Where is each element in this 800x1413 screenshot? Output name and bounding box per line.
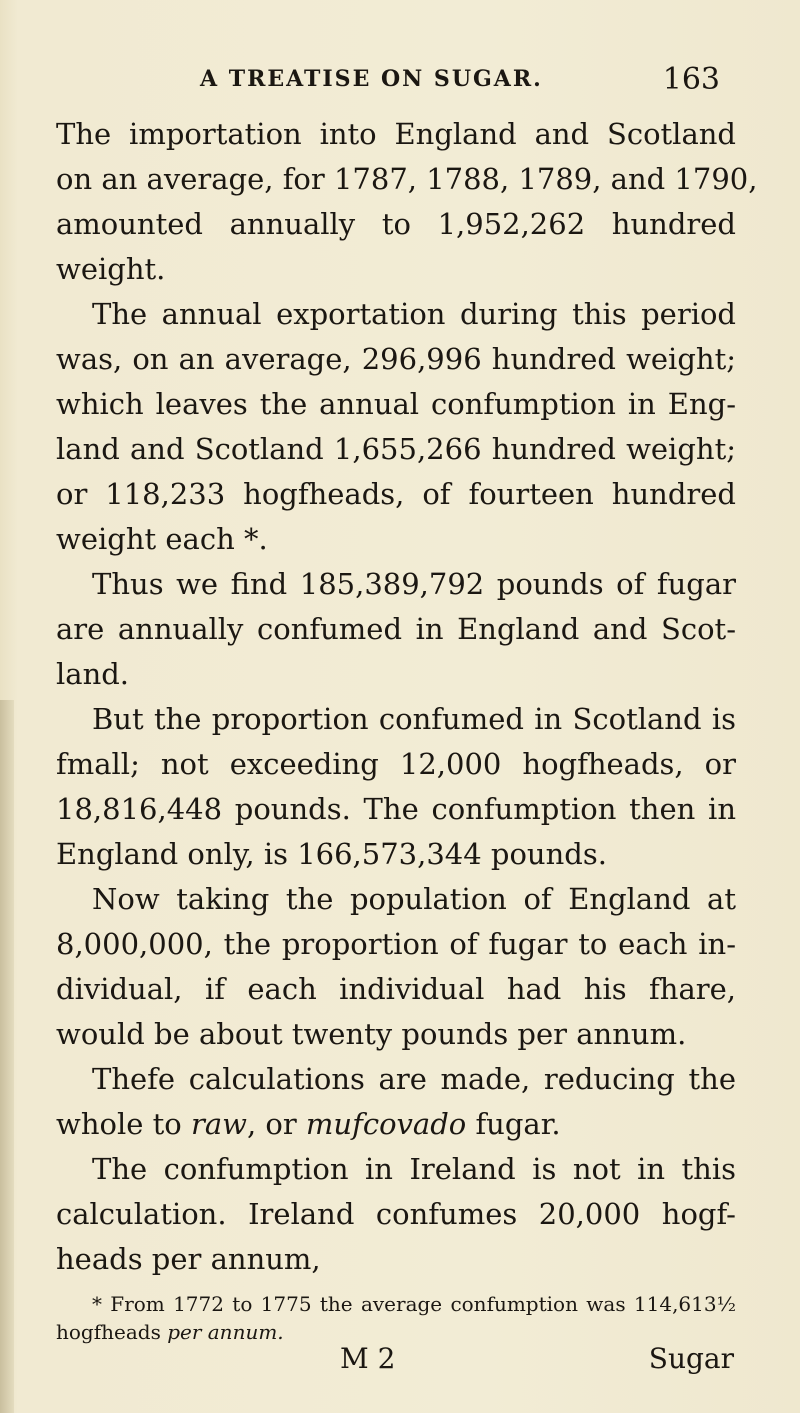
text-line: which leaves the annual confumption in Eng- [56, 387, 736, 421]
text-line: England only, is 166,573,344 pounds. [56, 837, 607, 871]
italic-term-raw: raw [190, 1107, 247, 1141]
page-header [200, 62, 720, 102]
text-line: are annually confumed in England and Scot- [56, 612, 736, 646]
text-line: calculation. Ireland confumes 20,000 hogf- [56, 1197, 736, 1231]
footnote-line: * From 1772 to 1775 the average confumption was 114,613½ [92, 1292, 736, 1316]
text-line: Now taking the population of England at [92, 882, 736, 916]
footnote-line [56, 1318, 736, 1346]
text-line: 18,816,448 pounds. The confumption then in [56, 792, 736, 826]
text-line: 8,000,000, the proportion of fugar to each in- [56, 927, 736, 961]
text-line: land. [56, 657, 130, 691]
text-line: The importation into England and Scotland [56, 117, 736, 151]
text-line: dividual, if each individual had his fhare, [56, 972, 736, 1006]
binding-gutter [0, 700, 14, 1413]
text-line: land and Scotland 1,655,266 hundred weight; [56, 432, 736, 466]
body-text [56, 112, 758, 1282]
footnote [56, 1290, 736, 1346]
running-title: A TREATISE ON SUGAR. [200, 66, 543, 92]
italic-term-muscovado: mufcovado [305, 1107, 467, 1141]
text-line: The annual exportation during this period [92, 297, 736, 331]
text-line: Thus we find 185,389,792 pounds of fugar [92, 567, 736, 601]
text-line [56, 1102, 736, 1147]
text-line: heads per annum, [56, 1242, 321, 1276]
text-line: on an average, for 1787, 1788, 1789, and 1790, [56, 162, 758, 196]
text-line: weight each *. [56, 522, 268, 556]
italic-term-per-annum: per annum. [167, 1320, 284, 1344]
text-line: would be about twenty pounds per annum. [56, 1017, 687, 1051]
text-line: amounted annually to 1,952,262 hundred [56, 207, 736, 241]
text-run: whole to [56, 1107, 191, 1141]
text-line: weight. [56, 252, 166, 286]
text-line: fmall; not exceeding 12,000 hogfheads, or [56, 747, 736, 781]
text-line: or 118,233 hogfheads, of fourteen hundred [56, 477, 736, 511]
text-run: , or [246, 1107, 306, 1141]
text-line: Thefe calculations are made, reducing the [92, 1062, 736, 1096]
text-run: hogfheads [56, 1320, 168, 1344]
catchword: Sugar [648, 1342, 734, 1375]
text-run: fugar. [466, 1107, 561, 1141]
signature-mark: M 2 [340, 1342, 396, 1375]
text-line: But the proportion confumed in Scotland is [92, 702, 736, 736]
page-number: 163 [662, 62, 720, 97]
text-line: was, on an average, 296,996 hundred weight; [56, 342, 736, 376]
text-line: The confumption in Ireland is not in this [92, 1152, 736, 1186]
